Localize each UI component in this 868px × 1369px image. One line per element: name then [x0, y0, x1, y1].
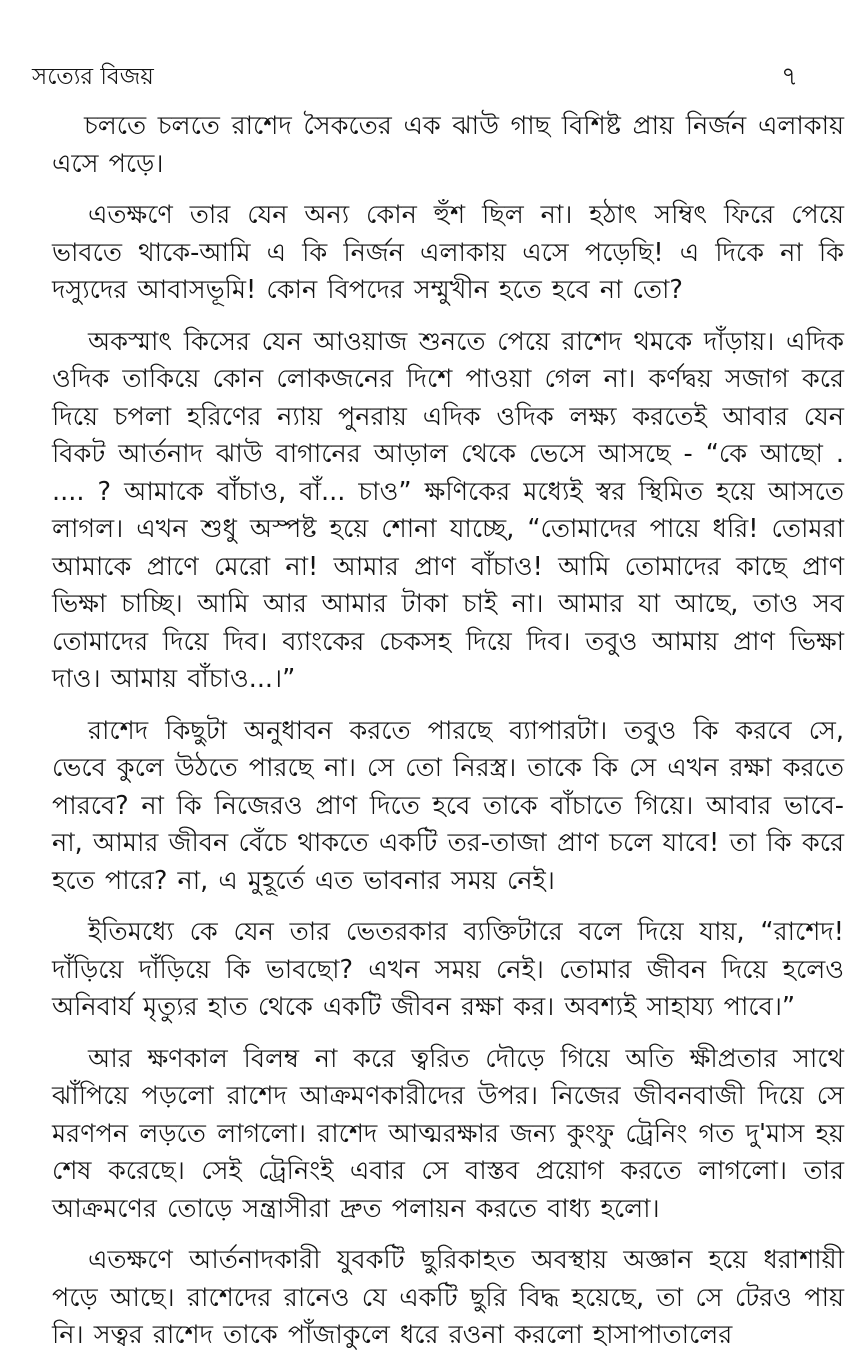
running-header	[32, 58, 836, 98]
paragraph: এতক্ষণে তার যেন অন্য কোন হুঁশ ছিল না। হঠাৎ সম্বিৎ ফিরে পেয়ে ভাবতে থাকে-আমি এ কি নির্জন এলাকায় এসে পড়েছি! এ দিকে না কি দস্যুদের আবাসভূমি! কোন বিপদের সম্মুখীন হতে হবে না তো?	[52, 200, 844, 305]
paragraph: ইতিমধ্যে কে যেন তার ভেতরকার ব্যক্তিটারে বলে দিয়ে যায়, “রাশেদ! দাঁড়িয়ে দাঁড়িয়ে কি ভাবছো? এখন সময় নেই। তোমার জীবন দিয়ে হলেও অনিবার্য মৃত্যুর হাত থেকে একটি জীবন রক্ষা কর। অবশ্যই সাহায্য পাবে।”	[52, 917, 844, 1022]
page-number: ৭	[781, 62, 798, 92]
running-title: সত্যের বিজয়	[32, 64, 154, 90]
paragraph: আর ক্ষণকাল বিলম্ব না করে ত্বরিত দৌড়ে গিয়ে অতি ক্ষীপ্রতার সাথে ঝাঁপিয়ে পড়লো রাশেদ আক্রমণকারীদের উপর। নিজের জীবনবাজী দিয়ে সে মরণপন লড়তে লাগলো। রাশেদ আত্মরক্ষার জন্য কুংফু ট্রেনিং গত দু'মাস হয় শেষ করেছে। সেই ট্রেনিংই এবার সে বাস্তব প্রয়োগ করতে লাগলো। তার আক্রমণের তোড়ে সন্ত্রাসীরা দ্রুত পলায়ন করতে বাধ্য হলো।	[52, 1043, 844, 1224]
paragraph: এতক্ষণে আর্তনাদকারী যুবকটি ছুরিকাহত অবস্থায় অজ্ঞান হয়ে ধরাশায়ী পড়ে আছে। রাশেদের রানেও যে একটি ছুরি বিদ্ধ হয়েছে, তা সে টেরও পায় নি। সত্বর রাশেদ তাকে পাঁজাকুলে ধরে রওনা করলো হাসাপাতালের	[52, 1245, 844, 1350]
page-body	[52, 108, 844, 1369]
paragraph: অকস্মাৎ কিসের যেন আওয়াজ শুনতে পেয়ে রাশেদ থমকে দাঁড়ায়। এদিক ওদিক তাকিয়ে কোন লোকজনের দিশে পাওয়া গেল না। কর্ণদ্বয় সজাগ করে দিয়ে চপলা হরিণের ন্যায় পুনরায় এদিক ওদিক লক্ষ্য করতেই আবার যেন বিকট আর্তনাদ ঝাউ বাগানের আড়াল থেকে ভেসে আসছে - “কে আছো . .... ? আমাকে বাঁচাও, বাঁ... চাও” ক্ষণিকের মধ্যেই স্বর স্থিমিত হয়ে আসতে লাগল। এখন শুধু অস্পষ্ট হয়ে শোনা যাচ্ছে, “তোমাদের পায়ে ধরি! তোমরা আমাকে প্রাণে মেরো না! আমার প্রাণ বাঁচাও! আমি তোমাদের কাছে প্রাণ ভিক্ষা চাচ্ছি। আমি আর আমার টাকা চাই না। আমার যা আছে, তাও সব তোমাদের দিয়ে দিব। ব্যাংকের চেকসহ দিয়ে দিব। তবুও আমায় প্রাণ ভিক্ষা দাও। আমায় বাঁচাও...।”	[52, 326, 844, 694]
paragraph: রাশেদ কিছুটা অনুধাবন করতে পারছে ব্যাপারটা। তবুও কি করবে সে, ভেবে কুলে উঠতে পারছে না। সে তো নিরস্ত্র। তাকে কি সে এখন রক্ষা করতে পারবে? না কি নিজেরও প্রাণ দিতে হবে তাকে বাঁচাতে গিয়ে। আবার ভাবে- না, আমার জীবন বেঁচে থাকতে একটি তর-তাজা প্রাণ চলে যাবে! তা কি করে হতে পারে? না, এ মুহূর্তে এত ভাবনার সময় নেই।	[52, 715, 844, 896]
paragraph: চলতে চলতে রাশেদ সৈকতের এক ঝাউ গাছ বিশিষ্ট প্রায় নির্জন এলাকায় এসে পড়ে।	[52, 111, 844, 179]
